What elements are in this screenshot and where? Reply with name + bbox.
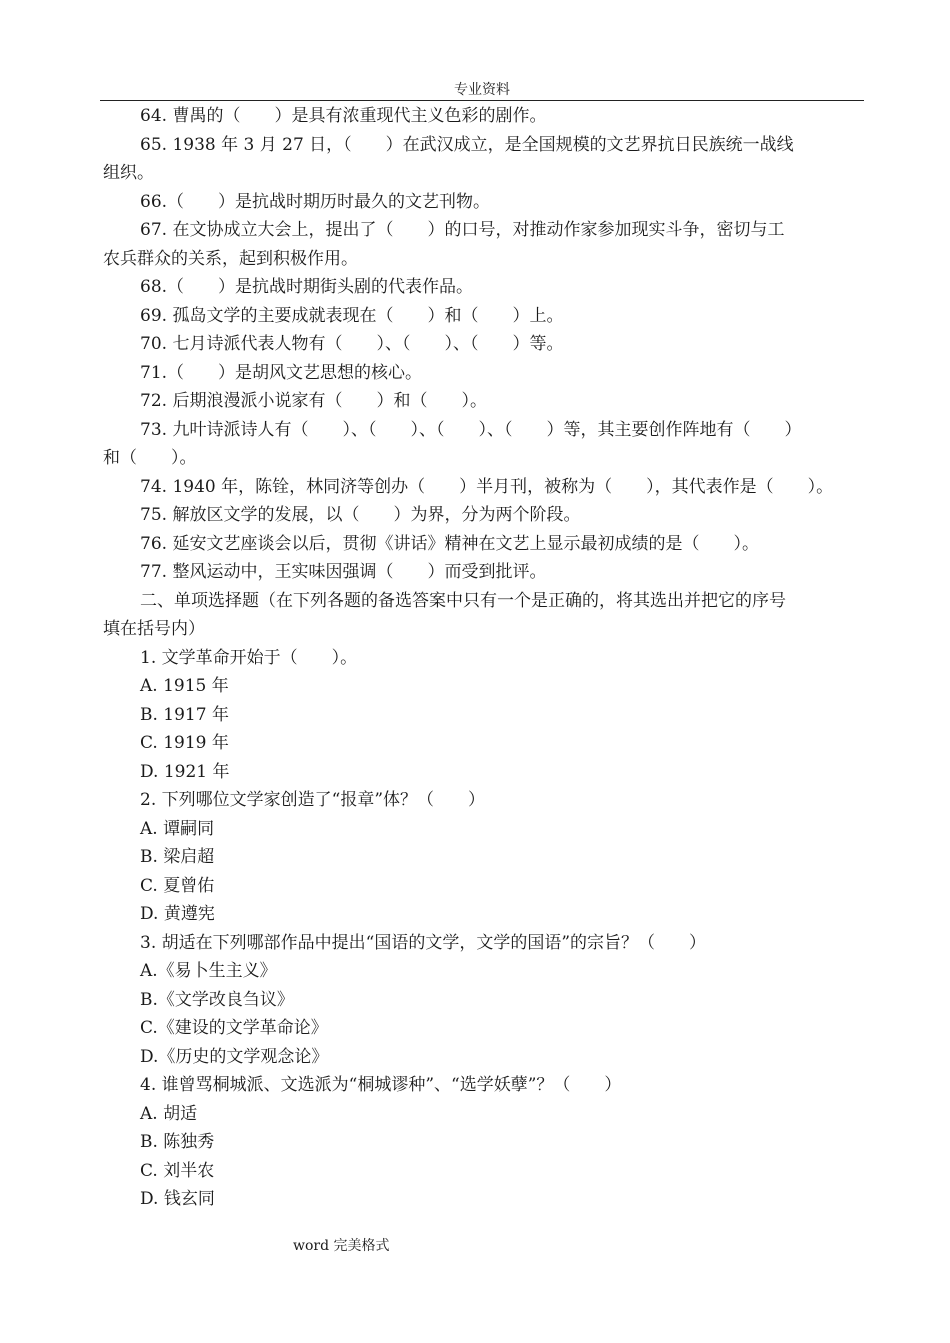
mc-option: B. 梁启超 [140, 847, 215, 867]
question-74: 74. 1940 年，陈铨，林同济等创办（ ）半月刊，被称为（ ），其代表作是（ ）。 [140, 476, 834, 497]
page-footer: word 完美格式 [293, 1238, 390, 1254]
question-70: 70. 七月诗派代表人物有（ ）、（ ）、（ ）等。 [140, 334, 564, 354]
mc-question-1: 1. 文学革命开始于（ ）。 [140, 647, 358, 668]
mc-option: A. 谭嗣同 [140, 818, 215, 839]
question-65: 65. 1938 年 3 月 27 日，（ ）在武汉成立，是全国规模的文艺界抗日民族统一战线 [140, 134, 794, 155]
page-header-title: 专业资料 [454, 82, 510, 98]
mc-option: D.《历史的文学观念论》 [140, 1046, 329, 1067]
question-76: 76. 延安文艺座谈会以后，贯彻《讲话》精神在文艺上显示最初成绩的是（ ）。 [140, 533, 759, 554]
document-body [103, 102, 863, 1214]
question-72: 72. 后期浪漫派小说家有（ ）和（ ）。 [140, 391, 487, 411]
section-heading-continued: 填在括号内） [103, 619, 205, 639]
question-65-continued: 组织。 [103, 163, 154, 183]
mc-question-4: 4. 谁曾骂桐城派、文选派为“桐城谬种”、“选学妖孽”？（ ） [140, 1075, 622, 1095]
mc-option: D. 1921 年 [140, 761, 230, 782]
header-divider [100, 100, 864, 101]
question-68: 68.（ ）是抗战时期街头剧的代表作品。 [140, 277, 474, 297]
question-73-continued: 和（ ）。 [103, 448, 197, 468]
mc-option: B. 陈独秀 [140, 1132, 215, 1152]
mc-option: D. 黄遵宪 [140, 904, 215, 924]
question-67: 67. 在文协成立大会上，提出了（ ）的口号，对推动作家参加现实斗争，密切与工 [140, 220, 785, 240]
mc-question-3: 3. 胡适在下列哪部作品中提出“国语的文学，文学的国语”的宗旨？（ ） [140, 932, 707, 953]
mc-option: A. 1915 年 [140, 676, 229, 696]
question-64: 64. 曹禺的（ ）是具有浓重现代主义色彩的剧作。 [140, 106, 547, 126]
question-75: 75. 解放区文学的发展，以（ ）为界，分为两个阶段。 [140, 505, 581, 525]
mc-option: C. 1919 年 [140, 733, 229, 753]
question-67-continued: 农兵群众的关系，起到积极作用。 [103, 248, 358, 269]
question-66: 66.（ ）是抗战时期历时最久的文艺刊物。 [140, 191, 491, 212]
mc-option: C.《建设的文学革命论》 [140, 1018, 328, 1038]
question-77: 77. 整风运动中，王实味因强调（ ）而受到批评。 [140, 562, 547, 582]
question-71: 71.（ ）是胡风文艺思想的核心。 [140, 362, 423, 383]
section-heading-single-choice: 二、单项选择题（在下列各题的备选答案中只有一个是正确的，将其选出并把它的序号 [140, 590, 786, 611]
mc-option: C. 刘半农 [140, 1160, 215, 1181]
mc-option: A. 胡适 [140, 1103, 198, 1124]
mc-option: D. 钱玄同 [140, 1189, 215, 1209]
mc-question-2: 2. 下列哪位文学家创造了“报章”体？（ ） [140, 790, 486, 810]
question-69: 69. 孤岛文学的主要成就表现在（ ）和（ ）上。 [140, 305, 564, 326]
mc-option: B.《文学改良刍议》 [140, 989, 294, 1010]
mc-option: A.《易卜生主义》 [140, 961, 277, 981]
mc-option: C. 夏曾佑 [140, 875, 215, 896]
mc-option: B. 1917 年 [140, 704, 229, 725]
question-73: 73. 九叶诗派诗人有（ ）、（ ）、（ ）、（ ）等，其主要创作阵地有（ ） [140, 419, 802, 440]
